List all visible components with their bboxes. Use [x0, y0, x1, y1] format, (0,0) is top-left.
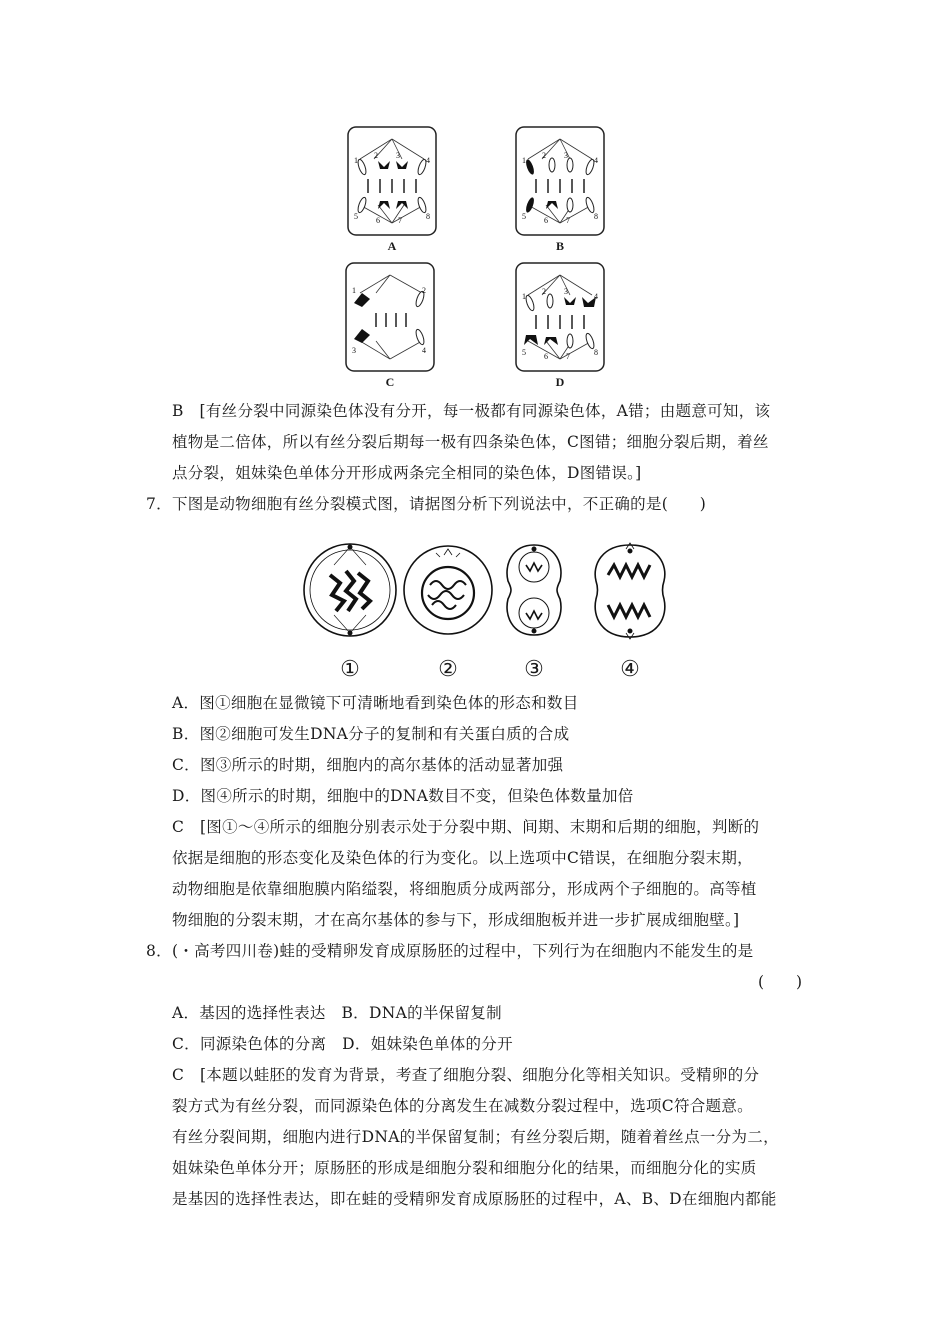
svg-text:3: 3 — [396, 151, 400, 160]
svg-text:4: 4 — [426, 156, 430, 165]
svg-text:1: 1 — [522, 292, 526, 301]
panel-c — [346, 263, 434, 371]
cell-label-1: ① — [340, 657, 360, 682]
svg-text:2: 2 — [542, 287, 546, 296]
svg-text:7: 7 — [398, 216, 402, 225]
q8-answer-line-1: C [本题以蛙胚的发育为背景，考查了细胞分裂、细胞分化等相关知识。受精卵的分 — [172, 1066, 760, 1084]
figure-label-c: C — [385, 375, 395, 389]
q6-answer-line-2: 植物是二倍体，所以有丝分裂后期每一极有四条染色体，C图错；细胞分裂后期，着丝 — [172, 433, 769, 451]
cell-label-2: ② — [438, 657, 458, 682]
cell-division-figure — [340, 125, 610, 395]
panel-a — [348, 127, 436, 235]
q7-answer-line-1: C [图①～④所示的细胞分别表示处于分裂中期、间期、末期和后期的细胞，判断的 — [172, 818, 760, 836]
q6-answer-line-3: 点分裂，姐妹染色单体分开形成两条完全相同的染色体，D图错误。] — [172, 464, 642, 482]
cell-label-3: ③ — [524, 657, 544, 682]
cell-2 — [404, 546, 492, 634]
figure-label-b: B — [555, 239, 564, 253]
figure-label-d: D — [555, 375, 565, 389]
q8-answer-line-2: 裂方式为有丝分裂，而同源染色体的分离发生在减数分裂过程中，选项C符合题意。 — [172, 1097, 753, 1115]
q8-answer-line-5: 是基因的选择性表达，即在蛙的受精卵发育成原肠胚的过程中，A、B、D在细胞内都能 — [172, 1190, 777, 1208]
q6-answer-line-1: B [有丝分裂中同源染色体没有分开，每一极都有同源染色体，A错；由题意可知，该 — [172, 402, 771, 420]
svg-text:4: 4 — [422, 346, 426, 355]
svg-text:6: 6 — [376, 216, 380, 225]
svg-text:8: 8 — [594, 348, 598, 357]
panel-b — [516, 127, 604, 235]
mitosis-figure — [300, 525, 680, 685]
q7-answer-line-4: 物细胞的分裂末期，才在高尔基体的参与下，形成细胞板并进一步扩展成细胞壁。] — [172, 911, 740, 929]
svg-text:4: 4 — [594, 156, 598, 165]
q8-answer-line-3: 有丝分裂间期，细胞内进行DNA的半保留复制；有丝分裂后期，随着着丝点一分为二， — [172, 1128, 779, 1146]
q7-stem: 7．下图是动物细胞有丝分裂模式图，请据图分析下列说法中，不正确的是( ) — [146, 495, 707, 513]
q8-options-line-1: A．基因的选择性表达 B．DNA的半保留复制 — [172, 1004, 502, 1022]
svg-text:3: 3 — [564, 151, 568, 160]
svg-text:7: 7 — [566, 216, 570, 225]
q7-option-c: C．图③所示的时期，细胞内的高尔基体的活动显著加强 — [172, 756, 564, 774]
q7-option-a: A．图①细胞在显微镜下可清晰地看到染色体的形态和数目 — [172, 694, 579, 712]
figure-label-a: A — [387, 239, 397, 253]
svg-text:5: 5 — [522, 348, 526, 357]
cell-4 — [595, 543, 665, 639]
svg-text:8: 8 — [594, 212, 598, 221]
panel-d — [516, 263, 604, 371]
svg-text:1: 1 — [352, 286, 356, 295]
svg-text:7: 7 — [566, 352, 570, 361]
svg-text:4: 4 — [594, 292, 598, 301]
q7-option-b: B．图②细胞可发生DNA分子的复制和有关蛋白质的合成 — [172, 725, 570, 743]
svg-text:2: 2 — [542, 151, 546, 160]
q8-answer-line-4: 姐妹染色单体分开；原肠胚的形成是细胞分裂和细胞分化的结果，而细胞分化的实质 — [172, 1159, 757, 1177]
svg-text:6: 6 — [544, 352, 548, 361]
q7-answer-line-2: 依据是细胞的形态变化及染色体的行为变化。以上选项中C错误，在细胞分裂末期， — [172, 849, 753, 867]
cell-3 — [507, 545, 561, 635]
q8-options-line-2: C．同源染色体的分离 D．姐妹染色单体的分开 — [172, 1035, 513, 1053]
svg-text:1: 1 — [354, 156, 358, 165]
svg-text:8: 8 — [426, 212, 430, 221]
q7-option-d: D．图④所示的时期，细胞中的DNA数目不变，但染色体数量加倍 — [172, 787, 634, 805]
q7-answer-line-3: 动物细胞是依靠细胞膜内陷缢裂，将细胞质分成两部分，形成两个子细胞的。高等植 — [172, 880, 757, 898]
q8-bracket: ( ) — [758, 973, 803, 991]
q8-stem: 8．(・高考四川卷)蛙的受精卵发育成原肠胚的过程中，下列行为在细胞内不能发生的是 — [146, 942, 754, 960]
svg-text:5: 5 — [522, 212, 526, 221]
svg-text:3: 3 — [564, 287, 568, 296]
cell-1 — [304, 544, 396, 636]
svg-text:3: 3 — [352, 346, 356, 355]
cell-label-4: ④ — [620, 657, 640, 682]
svg-text:1: 1 — [522, 156, 526, 165]
svg-text:2: 2 — [374, 151, 378, 160]
figure-svg — [340, 125, 610, 395]
svg-text:6: 6 — [544, 216, 548, 225]
mitosis-svg — [300, 525, 680, 655]
svg-text:2: 2 — [422, 286, 426, 295]
svg-text:5: 5 — [354, 212, 358, 221]
